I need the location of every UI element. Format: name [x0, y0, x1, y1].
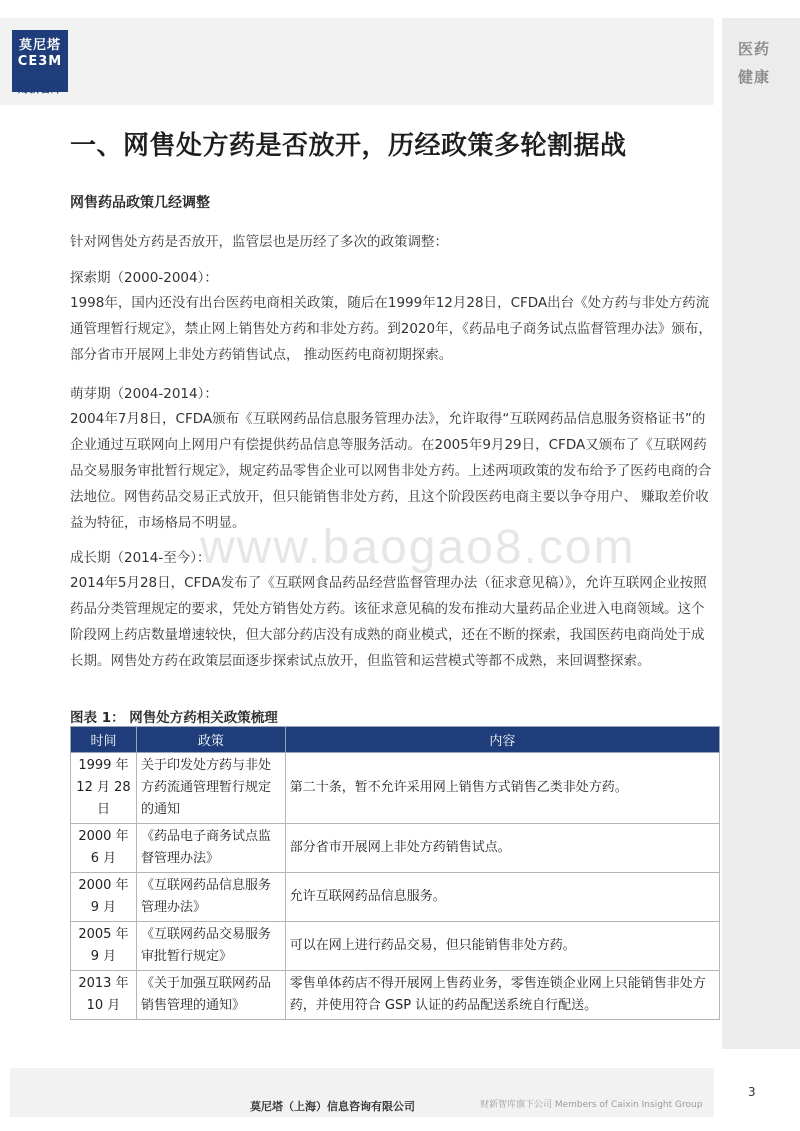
period-text-budding: 2004年7月8日，CFDA颁布《互联网药品信息服务管理办法》，允许取得“互联网药品信息服务资格证书”的企业通过互联网向上网用户有偿提供药品信息等服务活动。在2005年9月29日，CFDA又颁布了《互联网药品交易服务审批暂行规定》，规定药品零售企业可以网售非处方药。上述两项政策的发布给予了医药电商的合法地位。网售药品交易正式放开，但只能销售非处方药，且这个阶段医药电商主要以争夺用户、 赚取差价收益为特征，市场格局不明显。 — [70, 411, 712, 531]
table-header-row — [71, 727, 720, 753]
table-row — [71, 873, 720, 922]
sidebar-category-line2: 健康 — [738, 68, 771, 86]
logo-subtitle: 财新智库 — [18, 82, 62, 95]
column-header-content: 内容 — [285, 727, 719, 753]
intro-paragraph: 针对网售处方药是否放开，监管层也是历经了多次的政策调整： — [70, 234, 448, 250]
logo-en-text: CE3M — [17, 54, 63, 69]
cell-content: 零售单体药店不得开展网上售药业务，零售连锁企业网上只能销售非处方药，并使用符合 GSP 认证的药品配送系统自行配送。 — [285, 971, 719, 1020]
period-label-growth: 成长期（2014-至今）： — [70, 550, 211, 566]
period-label-exploration: 探索期（2000-2004）： — [70, 270, 218, 286]
cell-time: 1999 年 12 月 28 日 — [71, 753, 137, 824]
footer-group-note: 财新智库旗下公司 Members of Caixin Insight Group — [480, 1100, 703, 1110]
sidebar-category-line1: 医药 — [738, 40, 771, 58]
cell-policy: 《关于加强互联网药品销售管理的通知》 — [136, 971, 285, 1020]
table-row — [71, 824, 720, 873]
cell-content: 部分省市开展网上非处方药销售试点。 — [285, 824, 719, 873]
cell-content: 允许互联网药品信息服务。 — [285, 873, 719, 922]
table-row — [71, 922, 720, 971]
period-label-budding: 萌芽期（2004-2014）： — [70, 386, 218, 402]
header-band — [0, 18, 714, 105]
page-number: 3 — [748, 1085, 756, 1099]
column-header-time: 时间 — [71, 727, 137, 753]
logo-cn-text: 莫尼塔 — [18, 38, 61, 53]
watermark: www.baogao8.com — [200, 521, 636, 574]
cell-time: 2005 年 9 月 — [71, 922, 137, 971]
period-text-growth: 2014年5月28日，CFDA发布了《互联网食品药品经营监督管理办法（征求意见稿）》，允许互联网企业按照药品分类管理规定的要求，凭处方销售处方药。该征求意见稿的发布推动大量药品企业进入电商领域。这个阶段网上药店数量增速较快，但大部分药店没有成熟的商业模式，还在不断的探索，我国医药电商尚处于成长期。网售处方药在政策层面逐步探索试点放开，但监管和运营模式等都不成熟，来回调整探索。 — [70, 575, 707, 669]
cell-time: 2000 年 9 月 — [71, 873, 137, 922]
table-title: 图表 1： 网售处方药相关政策梳理 — [70, 710, 278, 726]
cell-policy: 《互联网药品信息服务管理办法》 — [136, 873, 285, 922]
policy-table — [70, 726, 720, 1020]
cell-content: 第二十条，暂不允许采用网上销售方式销售乙类非处方药。 — [285, 753, 719, 824]
period-text-exploration: 1998年，国内还没有出台医药电商相关政策，随后在1999年12月28日，CFDA出台《处方药与非处方药流通管理暂行规定》，禁止网上销售处方药和非处方药。到2020年，《药品电子商务试点监督管理办法》颁布，部分省市开展网上非处方药销售试点， 推动医药电商初期探索。 — [70, 295, 712, 363]
cell-content: 可以在网上进行药品交易，但只能销售非处方药。 — [285, 922, 719, 971]
cell-policy: 关于印发处方药与非处方药流通管理暂行规定的通知 — [136, 753, 285, 824]
table-row — [71, 971, 720, 1020]
footer-company-name: 莫尼塔（上海）信息咨询有限公司 — [250, 1100, 415, 1113]
cell-policy: 《互联网药品交易服务审批暂行规定》 — [136, 922, 285, 971]
right-sidebar — [722, 18, 800, 1049]
column-header-policy: 政策 — [136, 727, 285, 753]
cell-time: 2013 年 10 月 — [71, 971, 137, 1020]
cell-policy: 《药品电子商务试点监督管理办法》 — [136, 824, 285, 873]
section-heading: 网售药品政策几经调整 — [70, 195, 210, 211]
cell-time: 2000 年 6 月 — [71, 824, 137, 873]
table-row — [71, 753, 720, 824]
page-title: 一、网售处方药是否放开，历经政策多轮割据战 — [70, 131, 627, 161]
